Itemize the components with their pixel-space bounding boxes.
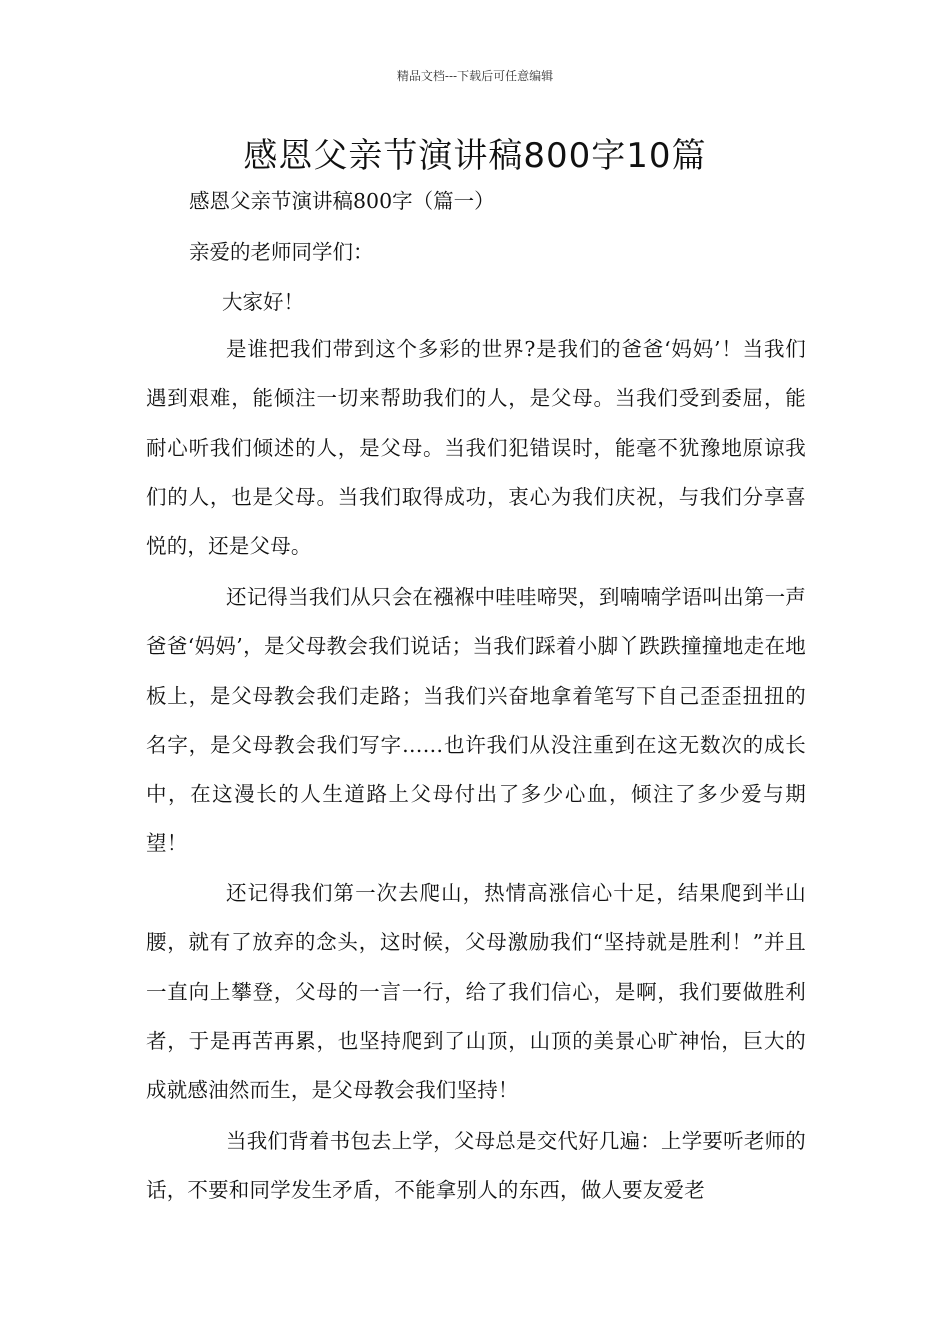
body-paragraph: 还记得我们第一次去爬山，热情高涨信心十足，结果爬到半山腰，就有了放弃的念头，这时候，父母激励我们“坚持就是胜利！”并且一直向上攀登，父母的一言一行，给了我们信心，是啊，我们要做胜利者，于是再苦再累，也坚持爬到了山顶，山顶的美景心旷神怡，巨大的成就感油然而生，是父母教会我们坚持！ xyxy=(146,881,806,1103)
greeting: 大家好！ xyxy=(222,290,304,314)
body-paragraph: 当我们背着书包去上学，父母总是交代好几遍：上学要听老师的话，不要和同学发生矛盾，不能拿别人的东西，做人要友爱老 xyxy=(146,1129,806,1203)
document-title: 感恩父亲节演讲稿800字10篇 xyxy=(243,136,707,176)
page-header-watermark: 精品文档---下载后可任意编辑 xyxy=(396,69,554,83)
body-paragraph: 还记得当我们从只会在襁褓中哇哇啼哭，到喃喃学语叫出第一声爸爸‘妈妈’，是父母教会我们说话；当我们踩着小脚丫跌跌撞撞地走在地板上，是父母教会我们走路；当我们兴奋地拿着笔写下自己歪歪扭扭的名字，是父母教会我们写字……也许我们从没注重到在这无数次的成长中，在这漫长的人生道路上父母付出了多少心血，倾注了多少爱与期望！ xyxy=(146,585,806,856)
section-subtitle: 感恩父亲节演讲稿800字（篇一） xyxy=(189,189,495,213)
salutation: 亲爱的老师同学们： xyxy=(189,240,374,264)
body-paragraph: 是谁把我们带到这个多彩的世界?是我们的爸爸‘妈妈’！当我们遇到艰难，能倾注一切来帮助我们的人，是父母。当我们受到委屈，能耐心听我们倾述的人，是父母。当我们犯错误时，能毫不犹豫地原谅我们的人，也是父母。当我们取得成功，衷心为我们庆祝，与我们分享喜悦的，还是父母。 xyxy=(146,337,806,559)
